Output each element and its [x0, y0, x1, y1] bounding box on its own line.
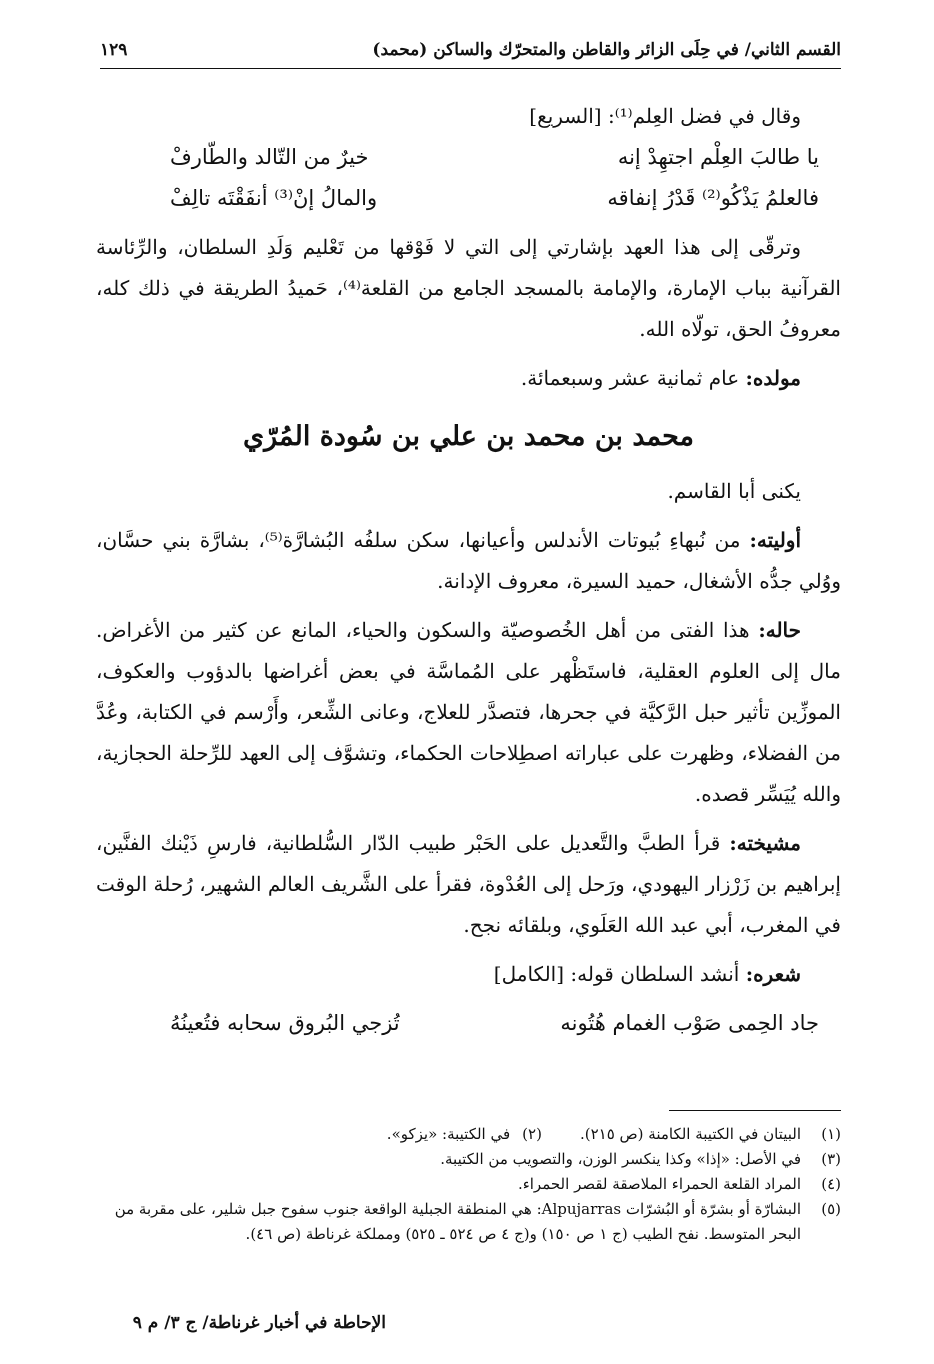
awwaliya-label: أوليته:: [749, 528, 801, 552]
signature-mark: الإحاطة في أخبار غرناطة/ ج ٣/ م ٩: [132, 1313, 386, 1333]
shiir-label: شعره:: [745, 962, 801, 986]
verse-2-second-hemistich: والمالُ إنْ⁽³⁾ أنفَقْتَه تالِفْ: [170, 186, 378, 210]
paragraph-birth: [96, 358, 841, 399]
hal-label: حاله:: [758, 618, 801, 642]
running-title: القسم الثاني/ في حِلَى الزائر والقاطن والمتحرّك والساكن (محمد): [372, 40, 841, 60]
verse-3-second-hemistich: تُزجي البُروق سحابه فتُعينُهُ: [170, 1011, 400, 1035]
verse-line-1: [96, 137, 841, 178]
footnote-3: [96, 1147, 841, 1172]
paragraph-hal: [96, 610, 841, 815]
poem-intro: وقال في فضل العِلم⁽¹⁾: [السريع]: [529, 104, 801, 128]
footnotes: [96, 1122, 841, 1247]
footnote-5: [96, 1197, 841, 1247]
birth-label: مولده:: [745, 366, 801, 390]
verse-2-first-hemistich: فالعلمُ يَذْكُو⁽²⁾ قَدْرُ إنفاقه: [607, 186, 819, 210]
paragraph-career: وترقّى إلى هذا العهد بإشارتي إلى التي لا فَوْقها من تَعْليم وَلَدِ السلطان، والرِّئاسة القرآنية بباب الإمارة، والإمامة بالمسجد الجامع من القلعة⁽⁴⁾، حَميدُ الطريقة في ذلك كله، معروفُ الحق، تولّاه الله.: [96, 235, 841, 341]
footnote-2-number: (٢): [522, 1125, 542, 1143]
footnote-3-number: (٣): [821, 1150, 841, 1168]
footnote-2-text: في الكتيبة: «يزكو».: [386, 1125, 511, 1143]
footnote-4-text: المراد القلعة الحمراء الملاصقة لقصر الحمراء.: [517, 1175, 801, 1193]
mashyakha-label: مشيخته:: [729, 831, 801, 855]
verse-line-2: [96, 178, 841, 219]
footnote-1-number: (١): [821, 1125, 841, 1143]
footnote-1-2: [96, 1122, 841, 1147]
paragraph-shiir: [96, 954, 841, 995]
footnote-4-number: (٤): [821, 1175, 841, 1193]
birth-text: عام ثمانية عشر وسبعمائة.: [520, 366, 740, 390]
verse-3-first-hemistich: جاد الحِمى صَوْب الغمام هُتُونه: [560, 1011, 819, 1035]
verse-line-3: [96, 1003, 841, 1044]
biography-title: محمد بن محمد بن علي بن سُودة المُرّي: [242, 421, 694, 452]
verse-1-second-hemistich: خيرٌ من التّالد والطّارفْ: [170, 145, 369, 169]
paragraph-mashyakha: [96, 823, 841, 946]
footnote-4: [96, 1172, 841, 1197]
page-number: ١٢٩: [100, 40, 128, 60]
footnote-5-text: البشارّة أو بشرّة أو البُشرّات Alpujarras: هي المنطقة الجبلية الواقعة جنوب سفوح جبل شلير، على مقربة من البحر المتوسط. نفح الطيب (ج ١ ص ١٥٠) و(ج ٤ ص ٥٢٤ ـ ٥٢٥) ومملكة غرناطة (ص ٤٦).: [114, 1200, 801, 1243]
verse-1-first-hemistich: يا طالبَ العِلْم اجتهِدْ إنه: [617, 145, 819, 169]
running-header: [100, 40, 841, 69]
awwaliya-text: من نُبهاءِ بُيوتات الأندلس وأعيانها، سكن سلفُه البُشارَّة⁽⁵⁾، بشارَّة بني حسَّان، ووُلي جدُّه الأشغال، حميد السيرة، معروف الإدانة.: [96, 528, 841, 593]
footnote-divider: [669, 1110, 841, 1111]
footnote-1-text: البيتان في الكتيبة الكامنة (ص ٢١٥).: [579, 1125, 801, 1143]
footnote-5-number: (٥): [821, 1200, 841, 1218]
hal-text: هذا الفتى من أهل الخُصوصيّة والسكون والحياء، المانع عن كثير من الأغراض. مال إلى العلوم العقلية، فاستَظْهر على المُماسَّة في بعض أغراضها بالدؤوب والعكوف، الموزِّين تأثير حبل الرَّكيَّة في جحرها، فتصدَّر للعلاج، وعانى الشِّعر، وأَرْسم في الكتابة، وعُدَّ من الفضلاء، وظهرت على عباراته اصطِلاحات الحكماء، وتشوَّف إلى العهد للرِّحلة الحجازية، والله يُيَسِّر قصده.: [96, 618, 841, 806]
paragraph-kunya: يكنى أبا القاسم.: [667, 479, 801, 503]
main-text: [96, 96, 841, 1044]
paragraph-awwaliya: [96, 520, 841, 602]
footnote-3-text: في الأصل: «إذا» وكذا ينكسر الوزن، والتصويب من الكتيبة.: [440, 1150, 801, 1168]
mashyakha-text: قرأ الطبَّ والتَّعديل على الحَبْر طبيب الدّار السُّلطانية، فارسِ ذَيْنك الفنَّين، إبراهيم بن زَرْزار اليهودي، ورَحل إلى العُدْوة، فقرأ على الشَّريف العالم الشهير، رُحلة الوقت في المغرب، أبي عبد الله العَلَوي، وبلقائه نجح.: [96, 831, 841, 937]
shiir-text: أنشد السلطان قوله: [الكامل]: [493, 962, 740, 986]
